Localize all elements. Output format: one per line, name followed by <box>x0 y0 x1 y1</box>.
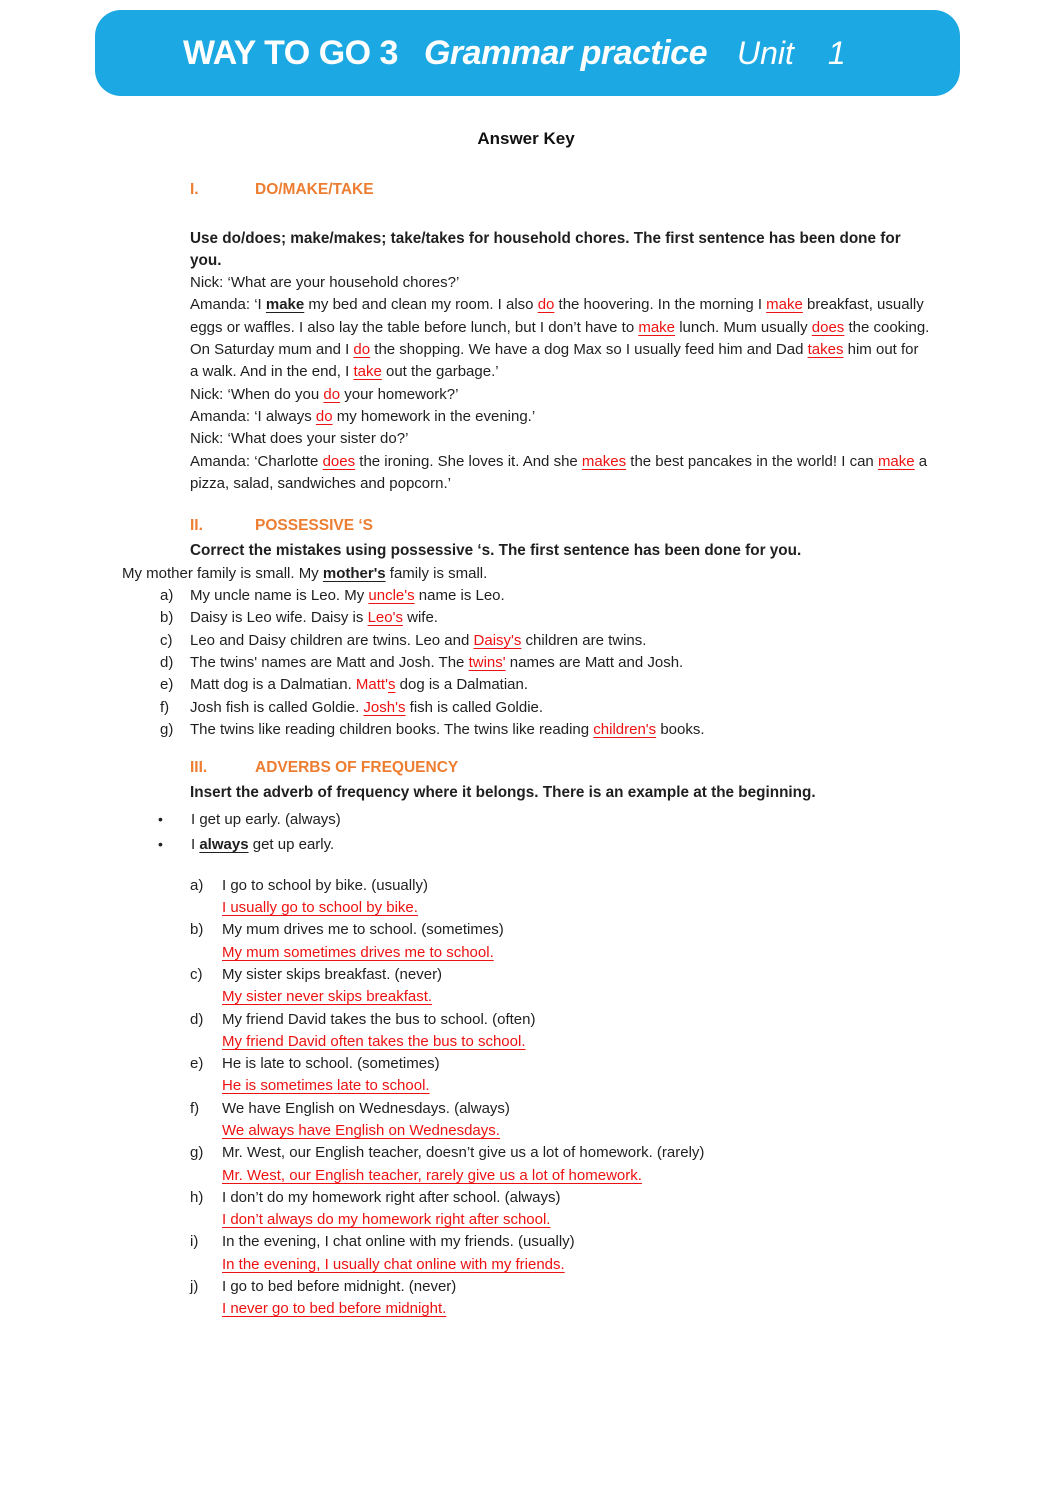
text-run: makes <box>581 452 627 470</box>
question-line <box>190 1187 930 1209</box>
text-run: do <box>353 341 371 359</box>
bullet-icon: • <box>158 810 163 827</box>
item-label: b) <box>160 609 174 627</box>
text-run: Matt' <box>355 676 388 694</box>
text-run: books. <box>656 720 705 738</box>
dialog-line <box>190 384 930 406</box>
item-label: j) <box>190 1278 199 1296</box>
text-run: Nick: ‘When do you <box>190 385 324 403</box>
section-2-instructions: Correct the mistakes using possessive ‘s. The first sentence has been done for you. <box>190 542 802 560</box>
text-run: mother's <box>322 564 386 582</box>
answer-text: We always have English on Wednesdays. <box>222 1121 500 1139</box>
text-run: Josh fish is called Goldie. <box>190 698 364 716</box>
answer-key-title: Answer Key <box>477 129 575 148</box>
question-text: My mum drives me to school. (sometimes) <box>222 921 504 939</box>
item-label: h) <box>190 1188 204 1206</box>
answer-text: In the evening, I usually chat online with my friends. <box>222 1255 565 1273</box>
item-text <box>190 652 683 674</box>
text-run: lunch. Mum usually <box>675 318 812 336</box>
text-run: My uncle name is Leo. My <box>190 587 369 605</box>
section-3-instructions: Insert the adverb of frequency where it belongs. There is an example at the beginning. <box>190 784 816 802</box>
section-2-numeral: II. <box>190 517 203 535</box>
question-text: I don’t do my homework right after school. (always) <box>222 1188 561 1206</box>
text-run: make <box>877 452 915 470</box>
question-text: My sister skips breakfast. (never) <box>222 965 443 983</box>
text-run: Amanda: ‘Charlotte <box>190 452 323 470</box>
text-run: wife. <box>402 609 438 627</box>
text-run: The twins' names are Matt and Josh. The <box>190 653 469 671</box>
text-run: the cooking. On Saturday mum and I <box>190 318 930 359</box>
section-3-heading <box>190 757 930 779</box>
text-run: always <box>199 835 249 853</box>
text-run: family is small. <box>385 564 488 582</box>
item-label: e) <box>190 1055 204 1073</box>
text-run: dog is a Dalmatian. <box>395 676 529 694</box>
worksheet-subtitle: Grammar practice <box>423 33 707 72</box>
frequency-item <box>190 1231 930 1276</box>
answer-text: He is sometimes late to school. <box>222 1077 430 1095</box>
bullet-text <box>191 832 334 857</box>
question-text: My friend David takes the bus to school. (often) <box>222 1010 536 1028</box>
item-label: d) <box>160 653 174 671</box>
worksheet-page <box>0 10 1058 1321</box>
question-line <box>190 875 930 897</box>
frequency-items-list <box>190 875 930 1321</box>
question-line <box>190 1276 930 1298</box>
text-run: the shopping. We have a dog Max so I usually feed him and Dad <box>370 341 808 359</box>
text-run: name is Leo. <box>414 587 505 605</box>
section-1-instructions: Use do/does; make/makes; take/takes for household chores. The first sentence has been done for you. <box>190 229 901 269</box>
question-line <box>190 1142 930 1164</box>
item-label: i) <box>190 1233 199 1251</box>
text-run: Amanda: ‘I <box>190 296 266 314</box>
do-make-take-dialog <box>190 272 930 495</box>
text-run: Amanda: ‘I always <box>190 407 316 425</box>
question-text: We have English on Wednesdays. (always) <box>222 1099 510 1117</box>
text-run: children are twins. <box>521 631 647 649</box>
text-run: make <box>638 318 676 336</box>
unit-number: 1 <box>827 34 846 71</box>
section-1-heading <box>190 179 930 201</box>
possessive-item <box>160 719 930 741</box>
answer-text: I don’t always do my homework right after school. <box>222 1211 551 1229</box>
possessive-item <box>160 630 930 652</box>
frequency-item <box>190 1276 930 1321</box>
section-1-title: DO/MAKE/TAKE <box>255 181 374 199</box>
item-text <box>190 585 505 607</box>
possessive-item <box>160 607 930 629</box>
frequency-item <box>190 919 930 964</box>
text-run: get up early. <box>248 835 335 853</box>
text-run: the hoovering. In the morning I <box>554 296 767 314</box>
series-title: WAY TO GO 3 <box>183 33 398 72</box>
text-run: Daisy's <box>473 631 522 649</box>
text-run: do <box>323 385 341 403</box>
text-run: my homework in the evening.’ <box>332 407 536 425</box>
answer-text: Mr. West, our English teacher, rarely give us a lot of homework. <box>222 1166 642 1184</box>
text-run: make <box>766 296 803 314</box>
question-line <box>190 964 930 986</box>
text-run: the ironing. She loves it. And she <box>355 452 582 470</box>
item-text <box>190 607 438 629</box>
text-run: s <box>387 676 396 694</box>
question-line <box>190 1053 930 1075</box>
text-run: make <box>265 296 305 314</box>
frequency-item <box>190 875 930 920</box>
possessive-item <box>160 697 930 719</box>
text-run: do <box>537 296 555 314</box>
text-run: I <box>191 835 200 853</box>
text-run: Daisy is Leo wife. Daisy is <box>190 609 368 627</box>
question-text: I go to bed before midnight. (never) <box>222 1278 457 1296</box>
item-text <box>190 719 705 741</box>
text-run: a pizza, salad, sandwiches and popcorn.’ <box>190 452 928 492</box>
dialog-line <box>190 428 930 450</box>
text-run: take <box>353 363 382 381</box>
frequency-example-bullets <box>158 807 930 857</box>
possessive-item <box>160 674 930 696</box>
unit-label: Unit <box>737 34 794 71</box>
text-run: children's <box>593 720 657 738</box>
section-2-example <box>122 563 930 585</box>
answer-text: I never go to bed before midnight. <box>222 1300 447 1318</box>
item-label: f) <box>190 1099 200 1117</box>
item-label: c) <box>160 631 173 649</box>
item-text <box>190 630 646 652</box>
frequency-item <box>190 964 930 1009</box>
item-label: c) <box>190 965 203 983</box>
text-run: him out for a walk. And in the end, I <box>190 341 919 381</box>
answer-text: My friend David often takes the bus to school. <box>222 1032 526 1050</box>
text-run: your homework?’ <box>340 385 459 403</box>
question-text: He is late to school. (sometimes) <box>222 1055 440 1073</box>
text-run: twins' <box>468 653 506 671</box>
possessive-item <box>160 652 930 674</box>
text-run: out the garbage.’ <box>381 363 499 381</box>
section-3-title: ADVERBS OF FREQUENCY <box>255 759 459 777</box>
question-line <box>190 919 930 941</box>
item-label: g) <box>190 1144 204 1162</box>
question-text: Mr. West, our English teacher, doesn’t give us a lot of homework. (rarely) <box>222 1144 705 1162</box>
possessive-item <box>160 585 930 607</box>
question-text: I go to school by bike. (usually) <box>222 876 428 894</box>
item-label: g) <box>160 720 174 738</box>
frequency-item <box>190 1187 930 1232</box>
text-run: the best pancakes in the world! I can <box>626 452 878 470</box>
text-run: uncle's <box>368 587 415 605</box>
frequency-item <box>190 1009 930 1054</box>
text-run: Leo and Daisy children are twins. Leo and <box>190 631 474 649</box>
text-run: do <box>315 407 333 425</box>
worksheet-banner <box>95 10 960 96</box>
section-1-numeral: I. <box>190 181 199 199</box>
bullet-line <box>158 807 930 832</box>
item-label: d) <box>190 1010 204 1028</box>
frequency-item <box>190 1142 930 1187</box>
text-run: Matt dog is a Dalmatian. <box>190 676 356 694</box>
item-text <box>190 697 543 719</box>
question-line <box>190 1231 930 1253</box>
dialog-line <box>190 451 930 496</box>
question-line <box>190 1098 930 1120</box>
item-label: e) <box>160 676 174 694</box>
text-run: takes <box>807 341 844 359</box>
text-run: My mother family is small. My <box>122 564 323 582</box>
text-run: Nick: ‘What are your household chores?’ <box>190 274 460 292</box>
dialog-line <box>190 294 930 383</box>
dialog-line <box>190 406 930 428</box>
question-line <box>190 1009 930 1031</box>
answer-text: My sister never skips breakfast. <box>222 988 433 1006</box>
worksheet-content <box>0 128 1058 1321</box>
frequency-item <box>190 1098 930 1143</box>
text-run: fish is called Goldie. <box>405 698 544 716</box>
text-run: breakfast, usually eggs or waffles. I also lay the table before lunch, but I don’t have to <box>190 296 924 336</box>
text-run: my bed and clean my room. I also <box>304 296 538 314</box>
frequency-item <box>190 1053 930 1098</box>
section-2-heading <box>190 515 930 537</box>
item-text <box>190 674 528 696</box>
item-label: a) <box>160 587 174 605</box>
item-label: f) <box>160 698 170 716</box>
section-3-numeral: III. <box>190 759 208 777</box>
bullet-icon: • <box>158 835 163 852</box>
text-run: Leo's <box>367 609 403 627</box>
item-label: b) <box>190 921 204 939</box>
text-run: I get up early. (always) <box>191 810 341 828</box>
dialog-line <box>190 272 930 294</box>
text-run: Nick: ‘What does your sister do?’ <box>190 430 409 448</box>
text-run: names are Matt and Josh. <box>505 653 684 671</box>
answer-text: I usually go to school by bike. <box>222 899 418 917</box>
item-label: a) <box>190 876 204 894</box>
answer-text: My mum sometimes drives me to school. <box>222 943 494 961</box>
text-run: The twins like reading children books. The twins like reading <box>190 720 594 738</box>
bullet-text <box>191 807 341 832</box>
possessive-items-list <box>160 585 930 741</box>
question-text: In the evening, I chat online with my friends. (usually) <box>222 1233 575 1251</box>
section-2-title: POSSESSIVE ‘S <box>255 517 374 535</box>
text-run: Josh's <box>363 698 406 716</box>
bullet-line <box>158 832 930 857</box>
text-run: does <box>811 318 845 336</box>
text-run: does <box>322 452 356 470</box>
